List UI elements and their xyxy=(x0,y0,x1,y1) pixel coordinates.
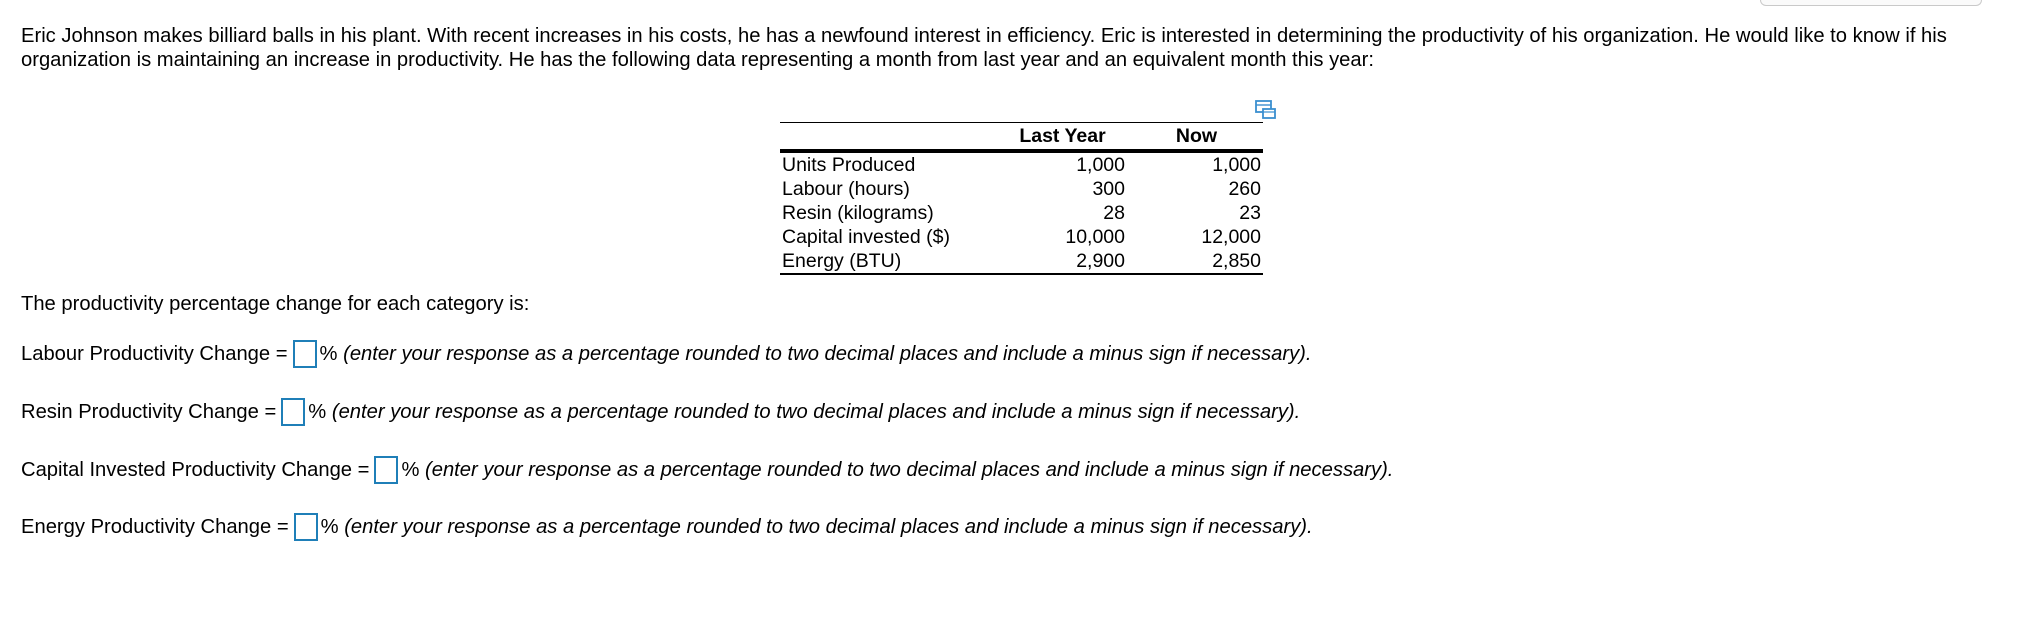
summary-text: The productivity percentage change for each category is: xyxy=(21,293,530,315)
table-row xyxy=(780,249,1263,274)
now-value: 12,000 xyxy=(1201,226,1261,248)
problem-statement: Eric Johnson makes billiard balls in his plant. With recent increases in his costs, he has a newfound interest in efficiency. Eric is interested in determining the productivity of his organization. He would like to know if his organization is maintaining an increase in productivity. He has the following data representing a month from last year and an equivalent month this year: xyxy=(21,25,1947,71)
header-category xyxy=(780,123,995,152)
labour-change-label: Labour Productivity Change = xyxy=(21,342,288,365)
resin-change-hint: (enter your response as a percentage rounded to two decimal places and include a minus sign if necessary). xyxy=(331,400,1301,423)
table-row xyxy=(780,151,1263,177)
table-row xyxy=(780,225,1263,249)
now-value: 2,850 xyxy=(1212,250,1261,272)
now-value: 1,000 xyxy=(1212,154,1261,176)
capital-change-hint: (enter your response as a percentage rounded to two decimal places and include a minus sign if necessary). xyxy=(425,458,1394,481)
last-year-value: 2,900 xyxy=(1076,250,1125,272)
header-last-year: Last Year xyxy=(1019,125,1106,147)
data-table xyxy=(780,122,1263,275)
energy-change-input[interactable] xyxy=(294,513,318,541)
last-year-value: 300 xyxy=(1092,178,1125,200)
table-header-row xyxy=(780,123,1263,152)
percent-sign: % xyxy=(320,515,339,538)
row-label: Units Produced xyxy=(782,154,916,176)
top-scroll-tab xyxy=(1760,0,1982,6)
header-now: Now xyxy=(1175,125,1218,147)
resin-change-label: Resin Productivity Change = xyxy=(21,400,277,423)
row-label: Resin (kilograms) xyxy=(782,202,934,224)
table-row xyxy=(780,201,1263,225)
percent-sign: % xyxy=(319,342,338,365)
capital-change-input[interactable] xyxy=(374,456,398,484)
now-value: 23 xyxy=(1239,202,1261,224)
last-year-value: 1,000 xyxy=(1076,154,1125,176)
percent-sign: % xyxy=(401,458,420,481)
labour-change-row xyxy=(21,340,1312,368)
capital-change-row xyxy=(21,456,1393,484)
last-year-value: 28 xyxy=(1103,202,1125,224)
copy-to-spreadsheet-icon[interactable] xyxy=(1255,100,1277,120)
energy-change-hint: (enter your response as a percentage rounded to two decimal places and include a minus sign if necessary). xyxy=(344,515,1313,538)
energy-change-label: Energy Productivity Change = xyxy=(21,515,289,538)
capital-change-label: Capital Invested Productivity Change = xyxy=(21,458,370,481)
energy-change-row xyxy=(21,513,1313,541)
percent-sign: % xyxy=(308,400,327,423)
row-label: Labour (hours) xyxy=(782,178,910,200)
row-label: Capital invested ($) xyxy=(782,226,950,248)
resin-change-row xyxy=(21,398,1300,426)
labour-change-input[interactable] xyxy=(293,340,317,368)
last-year-value: 10,000 xyxy=(1065,226,1125,248)
now-value: 260 xyxy=(1228,178,1261,200)
table-row xyxy=(780,177,1263,201)
resin-change-input[interactable] xyxy=(281,398,305,426)
row-label: Energy (BTU) xyxy=(782,250,902,272)
labour-change-hint: (enter your response as a percentage rounded to two decimal places and include a minus sign if necessary). xyxy=(343,342,1312,365)
